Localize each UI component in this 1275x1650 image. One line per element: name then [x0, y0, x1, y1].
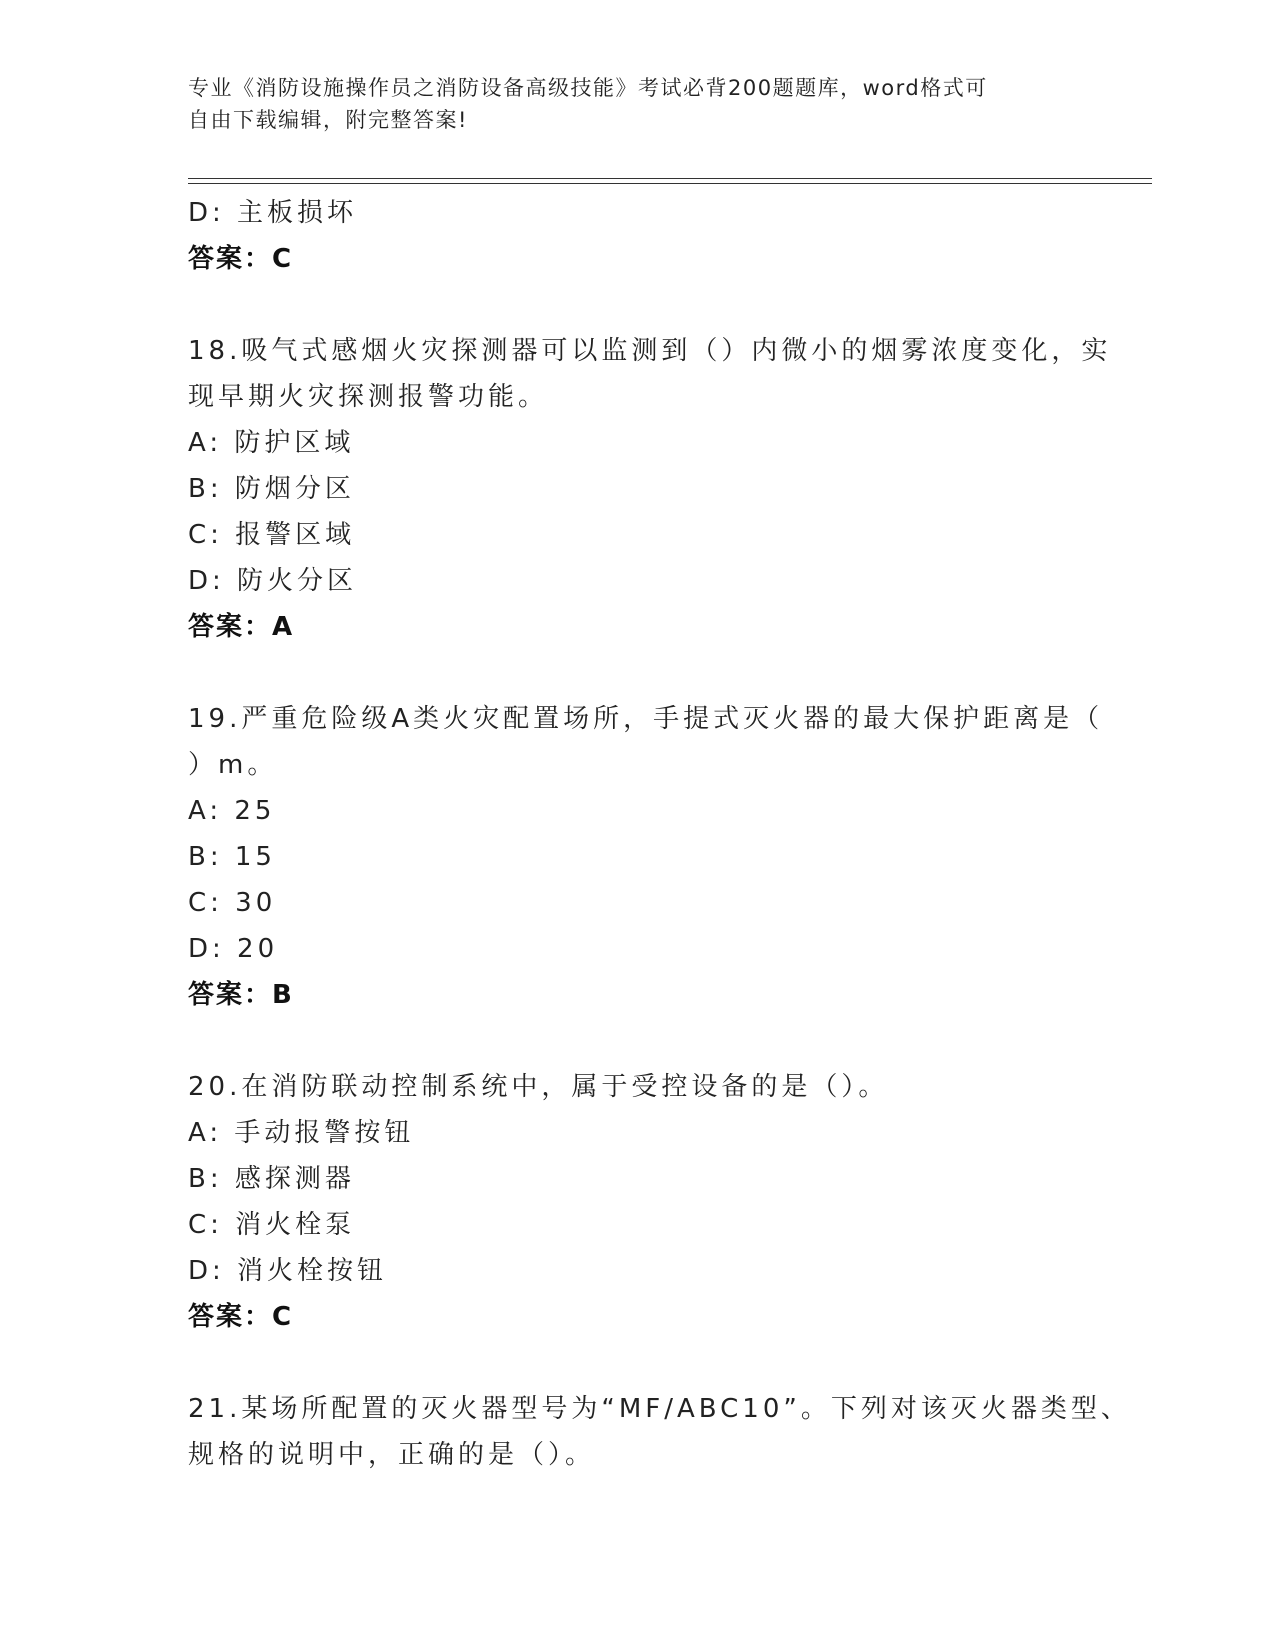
header-divider-top [188, 178, 1152, 179]
prev-option-d: D: 主板损坏 [188, 198, 358, 228]
question-content [188, 190, 1131, 1478]
header-divider-bottom [188, 183, 1152, 184]
question-stem: 18.吸气式感烟火灾探测器可以监测到（）内微小的烟雾浓度变化，实 [188, 336, 1112, 366]
question-stem: ）m。 [188, 750, 278, 780]
option-d: D: 消火栓按钮 [188, 1256, 388, 1286]
spacer [188, 1018, 1088, 1064]
question-stem: 19.严重危险级A类火灾配置场所，手提式灭火器的最大保护距离是（ [188, 704, 1104, 734]
header-title-line-2: 自由下载编辑，附完整答案! [188, 108, 468, 132]
question-19 [188, 696, 1104, 1018]
option-c: C: 报警区域 [188, 520, 356, 550]
spacer [188, 282, 1088, 328]
option-b: B: 15 [188, 842, 276, 872]
question-stem: 现早期火灾探测报警功能。 [188, 382, 549, 412]
option-c: C: 消火栓泵 [188, 1210, 356, 1240]
answer: 答案：C [188, 1302, 294, 1332]
question-20 [188, 1064, 1088, 1340]
spacer [188, 650, 1088, 696]
answer: 答案：B [188, 980, 294, 1010]
option-a: A: 手动报警按钮 [188, 1118, 415, 1148]
question-21 [188, 1386, 1131, 1478]
question-stem: 规格的说明中，正确的是（）。 [188, 1440, 596, 1470]
document-header [188, 72, 1068, 136]
spacer [188, 1340, 1088, 1386]
header-title-line-1: 专业《消防设施操作员之消防设备高级技能》考试必背200题题库，word格式可 [188, 76, 988, 100]
option-b: B: 感探测器 [188, 1164, 355, 1194]
option-d: D: 20 [188, 934, 279, 964]
question-18 [188, 328, 1112, 650]
prev-answer: 答案：C [188, 244, 294, 274]
option-a: A: 25 [188, 796, 276, 826]
option-a: A: 防护区域 [188, 428, 355, 458]
answer: 答案：A [188, 612, 295, 642]
option-c: C: 30 [188, 888, 277, 918]
question-stem: 21.某场所配置的灭火器型号为“MF/ABC10”。下列对该灭火器类型、 [188, 1394, 1131, 1424]
option-b: B: 防烟分区 [188, 474, 355, 504]
question-stem: 20.在消防联动控制系统中，属于受控设备的是（）。 [188, 1072, 889, 1102]
option-d: D: 防火分区 [188, 566, 358, 596]
